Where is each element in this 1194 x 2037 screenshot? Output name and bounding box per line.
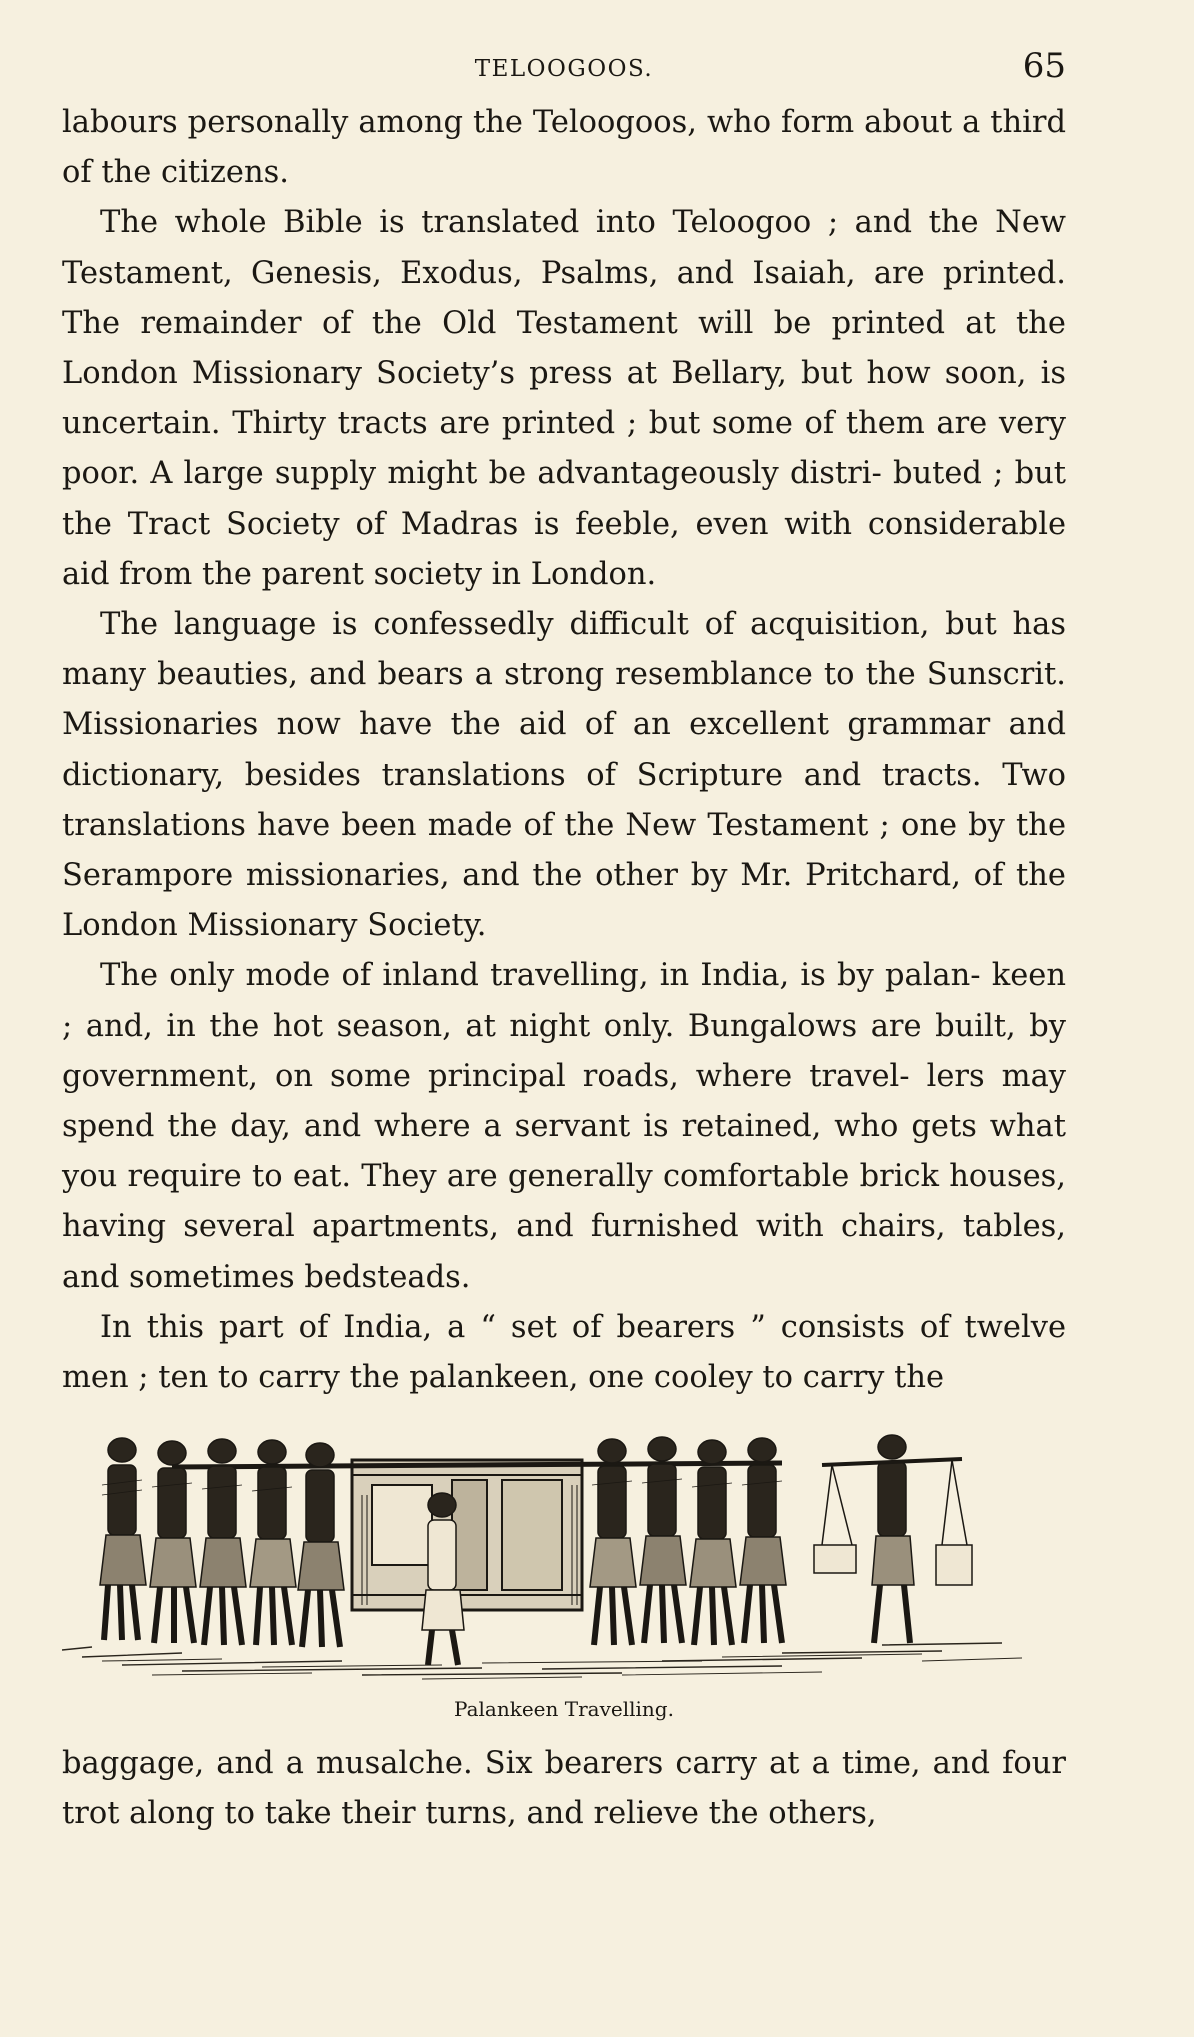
body-text-top	[62, 98, 1066, 1403]
palankeen-illustration	[62, 1425, 1066, 1687]
cooley-figure	[814, 1435, 972, 1643]
ground-hatching	[62, 1643, 1022, 1679]
bearer-figure	[740, 1438, 786, 1643]
paragraph	[62, 198, 1066, 600]
paragraph-text: labours personally among the Teloogoos, who form about a third of the citizens.	[62, 105, 1066, 191]
bearer-figure	[200, 1439, 246, 1645]
paragraph	[62, 951, 1066, 1302]
paragraph	[62, 98, 1066, 198]
paragraph	[62, 1739, 1066, 1839]
bearer-figure	[298, 1443, 344, 1647]
palankeen-box	[352, 1460, 582, 1610]
paragraph-text: In this part of India, a “ set of bearers ” consists of twelve men ; ten to carry the palankeen, one cooley to carry the	[62, 1309, 1066, 1396]
bearer-figure	[690, 1440, 736, 1645]
paragraph	[62, 600, 1066, 951]
figure-caption: Palankeen Travelling.	[454, 1697, 674, 1722]
paragraph-text: The only mode of inland travelling, in India, is by palan- keen ; and, in the hot season, at night only. Bungalows are built, by government, on some principal roads, where travel- lers may spend the day, and where a servant is retained, who gets what you require to eat. They are generally comfortable brick houses, having several apartments, and furnished with chairs, tables, and sometimes bedsteads.	[62, 958, 1066, 1295]
paragraph-text: baggage, and a musalche. Six bearers carry at a time, and four trot along to take their turns, and relieve the others,	[62, 1746, 1066, 1832]
paragraph-text: The language is confessedly difficult of acquisition, but has many beauties, and bears a strong resemblance to the Sunscrit. Missionaries now have the aid of an excellent grammar and dictionary, besides translations of Scripture and tracts. Two translations have been made of the New Testament ; one by the Serampore missionaries, and the other by Mr. Pritchard, of the London Missionary Society.	[62, 607, 1066, 944]
body-text-bottom	[62, 1739, 1066, 1839]
running-head	[62, 44, 1066, 98]
bearer-figure	[100, 1438, 146, 1640]
bearer-figure	[150, 1441, 196, 1643]
bearer-figure	[250, 1440, 296, 1645]
book-page	[62, 44, 1066, 1840]
bearer-figure	[640, 1437, 686, 1643]
page-number: 65	[1022, 46, 1066, 86]
palankeen-engraving	[62, 1425, 1066, 1687]
running-title: TELOOGOOS.	[474, 56, 654, 82]
paragraph	[62, 1303, 1066, 1403]
paragraph-text: The whole Bible is translated into Teloogoo ; and the New Testament, Genesis, Exodus, Psalms, and Isaiah, are printed. The remainder of the Old Testament will be printed at the London Missionary Society’s press at Bellary, but how soon, is uncertain. Thirty tracts are printed ; but some of them are very poor. A large supply might be advantageously distri- buted ; but the Tract Society of Madras is feeble, even with considerable aid from the parent society in London.	[62, 205, 1066, 592]
bearer-figure	[590, 1439, 636, 1645]
